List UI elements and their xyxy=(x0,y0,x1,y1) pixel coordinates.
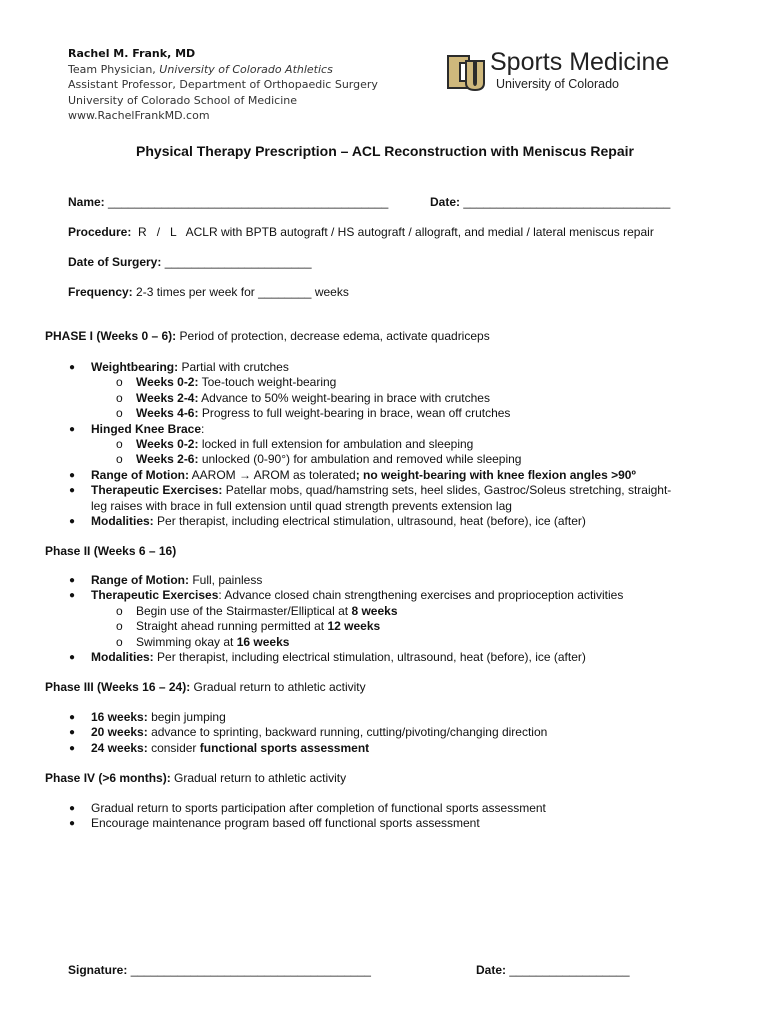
list-item: o Weeks 0-2: locked in full extension for ambulation and sleeping xyxy=(116,437,474,452)
bullet-icon: ● xyxy=(69,652,76,664)
phase1-list xyxy=(69,360,672,529)
list-item: o Straight ahead running permitted at 12 weeks xyxy=(116,619,381,634)
bullet-icon: ● xyxy=(69,727,76,739)
sub-bullet-icon: o xyxy=(116,452,123,467)
list-item: ● 16 weeks: begin jumping xyxy=(69,710,226,724)
list-item-continuation: leg raises with brace in full extension until quad strength prevents extension lag xyxy=(91,498,512,513)
position-line: Assistant Professor, Department of Orthopaedic Surgery xyxy=(68,78,378,92)
phase2-list xyxy=(69,573,624,665)
list-item: ● Therapeutic Exercises: Advance closed chain strengthening exercises and proprioception activities xyxy=(69,588,624,603)
footer-date-field[interactable]: Date: __________________ xyxy=(476,963,630,977)
sub-bullet-icon: o xyxy=(116,634,123,649)
phase3-list xyxy=(69,710,548,756)
bullet-icon: ● xyxy=(69,575,76,586)
list-item: ● Range of Motion: Full, painless xyxy=(69,573,263,587)
sub-bullet-icon: o xyxy=(116,603,123,618)
bullet-icon: ● xyxy=(69,712,76,723)
name-field[interactable]: Name: __________________________________________ xyxy=(68,195,389,209)
bullet-icon: ● xyxy=(69,742,76,754)
list-item: o Swimming okay at 16 weeks xyxy=(116,634,290,649)
list-item: ● Encourage maintenance program based off functional sports assessment xyxy=(69,816,480,831)
document-title: Physical Therapy Prescription – ACL Reconstruction with Meniscus Repair xyxy=(136,143,634,159)
sub-bullet-icon: o xyxy=(116,406,123,421)
bullet-icon: ● xyxy=(69,803,76,814)
phase2-heading: Phase II (Weeks 6 – 16) xyxy=(45,544,177,558)
list-item: ● Therapeutic Exercises: Patellar mobs, quad/hamstring sets, heel slides, Gastroc/Soleus stretching, straight- xyxy=(69,483,672,498)
list-item: ● Modalities: Per therapist, including electrical stimulation, ultrasound, heat (before), ice (after) xyxy=(69,650,586,665)
sub-bullet-icon: o xyxy=(116,619,123,634)
list-item: ● Hinged Knee Brace: xyxy=(69,421,205,436)
signature-field[interactable]: Signature: ____________________________________ xyxy=(68,963,371,977)
list-item: ● Gradual return to sports participation after completion of functional sports assessment xyxy=(69,801,546,815)
phase4-heading: Phase IV (>6 months): Gradual return to athletic activity xyxy=(45,771,347,785)
sub-bullet-icon: o xyxy=(116,375,123,390)
bullet-icon: ● xyxy=(69,423,76,435)
frequency-line[interactable]: Frequency: 2-3 times per week for ________ weeks xyxy=(68,285,349,299)
cu-shield-icon xyxy=(444,50,488,94)
phase1-heading: PHASE I (Weeks 0 – 6): Period of protection, decrease edema, activate quadriceps xyxy=(45,329,490,343)
list-item: o Weeks 4-6: Progress to full weight-bearing in brace, wean off crutches xyxy=(116,406,511,421)
list-item: ● 20 weeks: advance to sprinting, backward running, cutting/pivoting/changing direction xyxy=(69,725,548,740)
list-item: o Weeks 2-4: Advance to 50% weight-bearing in brace with crutches xyxy=(116,390,490,405)
cu-sports-medicine-logo xyxy=(444,50,704,94)
list-item: o Begin use of the Stairmaster/Elliptical at 8 weeks xyxy=(116,603,398,618)
sub-bullet-icon: o xyxy=(116,437,123,452)
bullet-icon: ● xyxy=(69,469,76,481)
phase4-list xyxy=(69,801,546,832)
bullet-icon: ● xyxy=(69,362,76,373)
team-line: Team Physician, University of Colorado Athletics xyxy=(68,62,333,76)
logo-subtitle: University of Colorado xyxy=(496,77,619,91)
surgery-date-field[interactable]: Date of Surgery: ______________________ xyxy=(68,255,312,269)
list-item: ● Range of Motion: AAROM → AROM as tolerated; no weight-bearing with knee flexion angles >90º xyxy=(69,467,636,482)
logo-title: Sports Medicine xyxy=(490,48,670,76)
list-item: ● Modalities: Per therapist, including electrical stimulation, ultrasound, heat (before), ice (after) xyxy=(69,514,586,529)
list-item: o Weeks 2-6: unlocked (0-90°) for ambulation and removed while sleeping xyxy=(116,452,522,467)
website-link[interactable]: www.RachelFrankMD.com xyxy=(68,109,210,123)
list-item: ● Weightbearing: Partial with crutches xyxy=(69,360,289,374)
bullet-icon: ● xyxy=(69,516,76,528)
bullet-icon: ● xyxy=(69,485,76,497)
procedure-line: Procedure: R / L ACLR with BPTB autograft / HS autograft / allograft, and medial / lateral meniscus repair xyxy=(68,225,654,239)
list-item: o Weeks 0-2: Toe-touch weight-bearing xyxy=(116,375,337,390)
date-field[interactable]: Date: _______________________________ xyxy=(430,195,671,209)
physician-name: Rachel M. Frank, MD xyxy=(68,47,196,60)
bullet-icon: ● xyxy=(69,818,76,830)
phase3-heading: Phase III (Weeks 16 – 24): Gradual return to athletic activity xyxy=(45,680,366,694)
bullet-icon: ● xyxy=(69,590,76,602)
list-item: ● 24 weeks: consider functional sports assessment xyxy=(69,740,370,755)
physician-header xyxy=(68,46,378,124)
school-line: University of Colorado School of Medicine xyxy=(68,93,298,107)
sub-bullet-icon: o xyxy=(116,390,123,405)
